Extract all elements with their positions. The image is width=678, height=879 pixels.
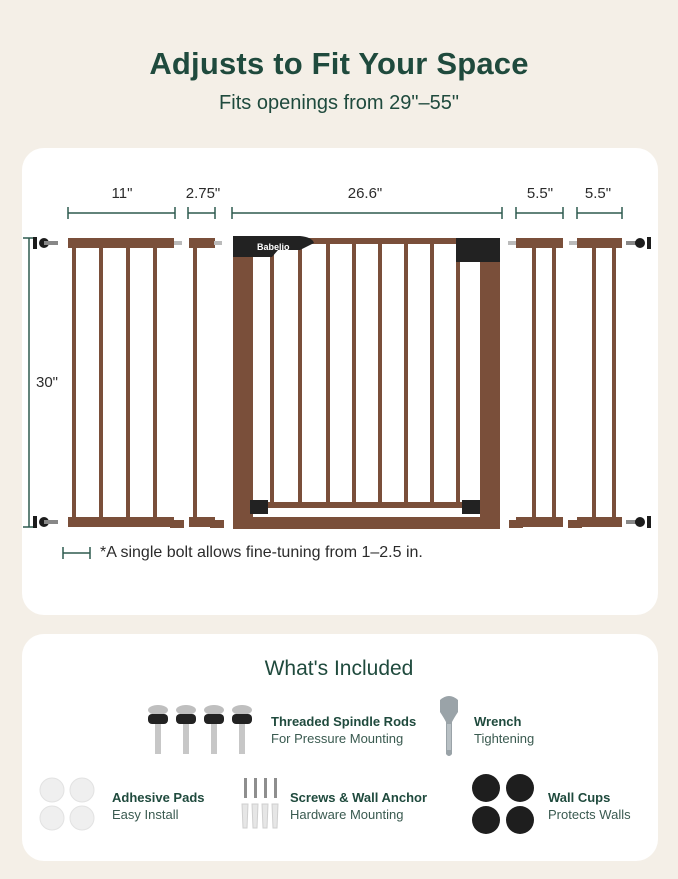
extension-55in-a bbox=[508, 238, 563, 528]
dim-line-55-b bbox=[577, 207, 622, 219]
item-name-spindle-rods: Threaded Spindle Rods bbox=[271, 714, 417, 729]
height-label-30: 30" bbox=[35, 374, 58, 391]
screws-anchor-icon bbox=[238, 776, 282, 832]
dim-line-11 bbox=[68, 207, 175, 219]
left-pressure-bolts bbox=[33, 237, 58, 528]
item-desc-screws-anchor: Hardware Mounting bbox=[290, 807, 404, 822]
item-desc-spindle-rods: For Pressure Mounting bbox=[271, 731, 404, 746]
wrench-icon bbox=[436, 694, 462, 758]
extension-11in bbox=[68, 238, 184, 528]
extension-275in bbox=[189, 238, 224, 528]
page-subtitle: Fits openings from 29"–55" bbox=[219, 92, 459, 114]
main-gate bbox=[233, 236, 500, 529]
width-label-extension-11: 11" bbox=[111, 185, 133, 202]
adhesive-pads-icon bbox=[38, 776, 98, 834]
wall-cups-icon bbox=[470, 772, 536, 836]
brand-label: Babelio bbox=[257, 242, 290, 252]
dim-line-55-a bbox=[516, 207, 563, 219]
dim-line-266 bbox=[232, 207, 502, 219]
extension-55in-b bbox=[568, 238, 622, 528]
item-desc-adhesive-pads: Easy Install bbox=[112, 807, 179, 822]
width-label-extension-275: 2.75" bbox=[185, 185, 221, 202]
item-name-adhesive-pads: Adhesive Pads bbox=[112, 790, 205, 805]
width-label-extension-55-b: 5.5" bbox=[584, 185, 612, 202]
bolt-note: *A single bolt allows fine-tuning from 1–2.5 in. bbox=[100, 544, 423, 561]
item-name-screws-anchor: Screws & Wall Anchor bbox=[290, 790, 428, 805]
width-label-extension-55-a: 5.5" bbox=[526, 185, 554, 202]
dim-line-275 bbox=[188, 207, 215, 219]
item-desc-wrench: Tightening bbox=[474, 731, 535, 746]
right-pressure-bolts bbox=[626, 237, 651, 528]
included-title: What's Included bbox=[264, 657, 414, 680]
dim-line-bolt bbox=[63, 547, 90, 559]
dim-line-height bbox=[23, 238, 35, 527]
item-name-wrench: Wrench bbox=[474, 714, 522, 729]
spindle-rods-icon bbox=[140, 700, 260, 760]
page-title: Adjusts to Fit Your Space bbox=[149, 46, 529, 81]
width-label-gate-266: 26.6" bbox=[347, 185, 383, 202]
item-desc-wall-cups: Protects Walls bbox=[548, 807, 631, 822]
item-name-wall-cups: Wall Cups bbox=[548, 790, 611, 805]
